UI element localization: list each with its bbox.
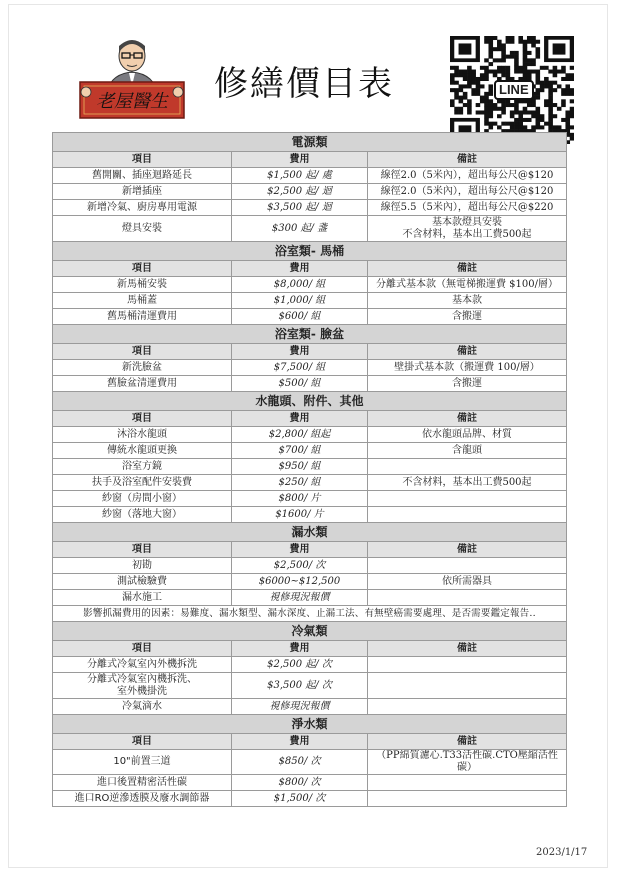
item-cell: 測試檢驗費 [53, 574, 232, 590]
column-header-fee: 費用 [232, 152, 368, 168]
column-header-note: 備註 [368, 542, 567, 558]
fee-cell: $250/ 組 [232, 475, 368, 491]
section-title: 冷氣類 [53, 622, 567, 641]
note-cell: 含搬運 [368, 309, 567, 325]
table-row [53, 507, 567, 523]
column-header-row [53, 542, 567, 558]
fee-cell: $6000~$12,500 [232, 574, 368, 590]
item-cell: 進口RO逆滲透膜及廢水調節器 [53, 791, 232, 807]
header [0, 0, 618, 130]
table-row [53, 443, 567, 459]
note-cell: 分離式基本款（無電梯搬運費 $100/層） [368, 277, 567, 293]
column-header-note: 備註 [368, 344, 567, 360]
section-title: 淨水類 [53, 715, 567, 734]
section-header-row [53, 715, 567, 734]
item-cell: 漏水施工 [53, 590, 232, 606]
fee-cell: $7,500/ 組 [232, 360, 368, 376]
fee-cell: $1600/ 片 [232, 507, 368, 523]
item-cell: 進口後置精密活性碳 [53, 775, 232, 791]
column-header-row [53, 261, 567, 277]
item-cell: 傳統水龍頭更換 [53, 443, 232, 459]
column-header-row [53, 344, 567, 360]
item-cell: 新洗臉盆 [53, 360, 232, 376]
table-row [53, 775, 567, 791]
note-cell [368, 491, 567, 507]
note-cell [368, 459, 567, 475]
fee-cell: $3,500 起/ 迴 [232, 200, 368, 216]
note-cell: 線徑5.5（5米內），超出每公尺@$220 [368, 200, 567, 216]
column-header-fee: 費用 [232, 641, 368, 657]
section-title: 電源類 [53, 133, 567, 152]
note-cell: 基本款 [368, 293, 567, 309]
table-row [53, 360, 567, 376]
section-title: 浴室類- 馬桶 [53, 242, 567, 261]
table-row [53, 491, 567, 507]
note-cell: 壁掛式基本款（搬運費 100/層） [368, 360, 567, 376]
note-cell [368, 507, 567, 523]
fee-cell: $600/ 組 [232, 309, 368, 325]
column-header-note: 備註 [368, 411, 567, 427]
note-cell [368, 657, 567, 673]
item-cell: 舊臉盆清運費用 [53, 376, 232, 392]
note-cell [368, 791, 567, 807]
column-header-fee: 費用 [232, 542, 368, 558]
fee-cell: 視修現況報價 [232, 699, 368, 715]
fee-cell: $500/ 組 [232, 376, 368, 392]
table-row [53, 699, 567, 715]
column-header-row [53, 734, 567, 750]
table-row [53, 750, 567, 775]
column-header-note: 備註 [368, 261, 567, 277]
note-cell: 不含材料，基本出工費500起 [368, 475, 567, 491]
fee-cell: 視修現況報價 [232, 590, 368, 606]
fee-cell: $8,000/ 組 [232, 277, 368, 293]
fee-cell: $300 起/ 盞 [232, 216, 368, 242]
qr-line-label: LINE [494, 80, 534, 100]
column-header-item: 項目 [53, 734, 232, 750]
fee-cell: $3,500 起/ 次 [232, 673, 368, 699]
fee-cell: $2,500 起/ 次 [232, 657, 368, 673]
item-cell: 紗窗（房間小窗） [53, 491, 232, 507]
fee-cell: $800/ 片 [232, 491, 368, 507]
table-row [53, 657, 567, 673]
note-cell: 線徑2.0（5米內），超出每公尺@$120 [368, 168, 567, 184]
table-row [53, 184, 567, 200]
note-cell: 依所需器具 [368, 574, 567, 590]
note-cell [368, 699, 567, 715]
section-header-row [53, 523, 567, 542]
item-cell: 沐浴水龍頭 [53, 427, 232, 443]
column-header-row [53, 411, 567, 427]
table-row [53, 475, 567, 491]
column-header-item: 項目 [53, 411, 232, 427]
table-row [53, 590, 567, 606]
remark-row [53, 606, 567, 622]
section-header-row [53, 133, 567, 152]
page-title: 修繕價目表 [214, 64, 394, 104]
note-cell [368, 775, 567, 791]
table-row [53, 558, 567, 574]
fee-cell: $1,000/ 組 [232, 293, 368, 309]
table-row [53, 376, 567, 392]
fee-cell: $850/ 次 [232, 750, 368, 775]
item-cell: 燈具安裝 [53, 216, 232, 242]
column-header-item: 項目 [53, 641, 232, 657]
price-table [52, 132, 567, 807]
section-header-row [53, 325, 567, 344]
item-cell: 冷氣滴水 [53, 699, 232, 715]
column-header-note: 備註 [368, 734, 567, 750]
table-row [53, 216, 567, 242]
fee-cell: $2,500/ 次 [232, 558, 368, 574]
column-header-row [53, 641, 567, 657]
fee-cell: $950/ 組 [232, 459, 368, 475]
section-title: 水龍頭、附件、其他 [53, 392, 567, 411]
remark-text: 影響抓漏費用的因素：易難度、漏水類型、漏水深度、止漏工法、有無壁癌需要處理、是否需要鑑定報告.. [53, 606, 567, 622]
note-cell [368, 673, 567, 699]
item-cell: 10"前置三道 [53, 750, 232, 775]
item-cell: 紗窗（落地大窗） [53, 507, 232, 523]
column-header-fee: 費用 [232, 261, 368, 277]
column-header-item: 項目 [53, 542, 232, 558]
column-header-item: 項目 [53, 261, 232, 277]
note-cell: 含龍頭 [368, 443, 567, 459]
fee-cell: $800/ 次 [232, 775, 368, 791]
note-cell: 線徑2.0（5米內），超出每公尺@$120 [368, 184, 567, 200]
logo-text: 老屋醫生 [96, 91, 168, 112]
item-cell: 馬桶蓋 [53, 293, 232, 309]
section-header-row [53, 622, 567, 641]
table-row [53, 459, 567, 475]
table-row [53, 200, 567, 216]
logo-doctor-icon [76, 34, 188, 124]
table-row [53, 791, 567, 807]
fee-cell: $1,500/ 次 [232, 791, 368, 807]
column-header-item: 項目 [53, 152, 232, 168]
note-cell [368, 558, 567, 574]
item-cell: 扶手及浴室配件安裝費 [53, 475, 232, 491]
note-cell: （PP綿質濾心.T33活性碳.CTO壓縮活性碳） [368, 750, 567, 775]
column-header-note: 備註 [368, 152, 567, 168]
fee-cell: $2,800/ 組起 [232, 427, 368, 443]
column-header-row [53, 152, 567, 168]
fee-cell: $2,500 起/ 迴 [232, 184, 368, 200]
note-cell: 含搬運 [368, 376, 567, 392]
table-row [53, 427, 567, 443]
table-row [53, 309, 567, 325]
column-header-fee: 費用 [232, 344, 368, 360]
fee-cell: $700/ 組 [232, 443, 368, 459]
table-row [53, 574, 567, 590]
column-header-fee: 費用 [232, 411, 368, 427]
note-cell [368, 590, 567, 606]
column-header-fee: 費用 [232, 734, 368, 750]
document-date: 2023/1/17 [536, 847, 588, 858]
column-header-item: 項目 [53, 344, 232, 360]
table-row [53, 277, 567, 293]
note-cell: 依水龍頭品牌、材質 [368, 427, 567, 443]
item-cell: 新增插座 [53, 184, 232, 200]
item-cell: 分離式冷氣室內外機拆洗 [53, 657, 232, 673]
item-cell: 浴室方鏡 [53, 459, 232, 475]
section-header-row [53, 242, 567, 261]
section-header-row [53, 392, 567, 411]
table-row [53, 168, 567, 184]
item-cell: 舊馬桶清運費用 [53, 309, 232, 325]
item-cell: 新增冷氣、廚房專用電源 [53, 200, 232, 216]
item-cell: 初勘 [53, 558, 232, 574]
item-cell: 新馬桶安裝 [53, 277, 232, 293]
item-cell: 分離式冷氣室內機拆洗、 室外機掛洗 [53, 673, 232, 699]
section-title: 漏水類 [53, 523, 567, 542]
section-title: 浴室類- 臉盆 [53, 325, 567, 344]
table-row [53, 673, 567, 699]
table-row [53, 293, 567, 309]
column-header-note: 備註 [368, 641, 567, 657]
item-cell: 舊開關、插座迴路延長 [53, 168, 232, 184]
note-cell: 基本款燈具安裝 不含材料，基本出工費500起 [368, 216, 567, 242]
fee-cell: $1,500 起/ 處 [232, 168, 368, 184]
